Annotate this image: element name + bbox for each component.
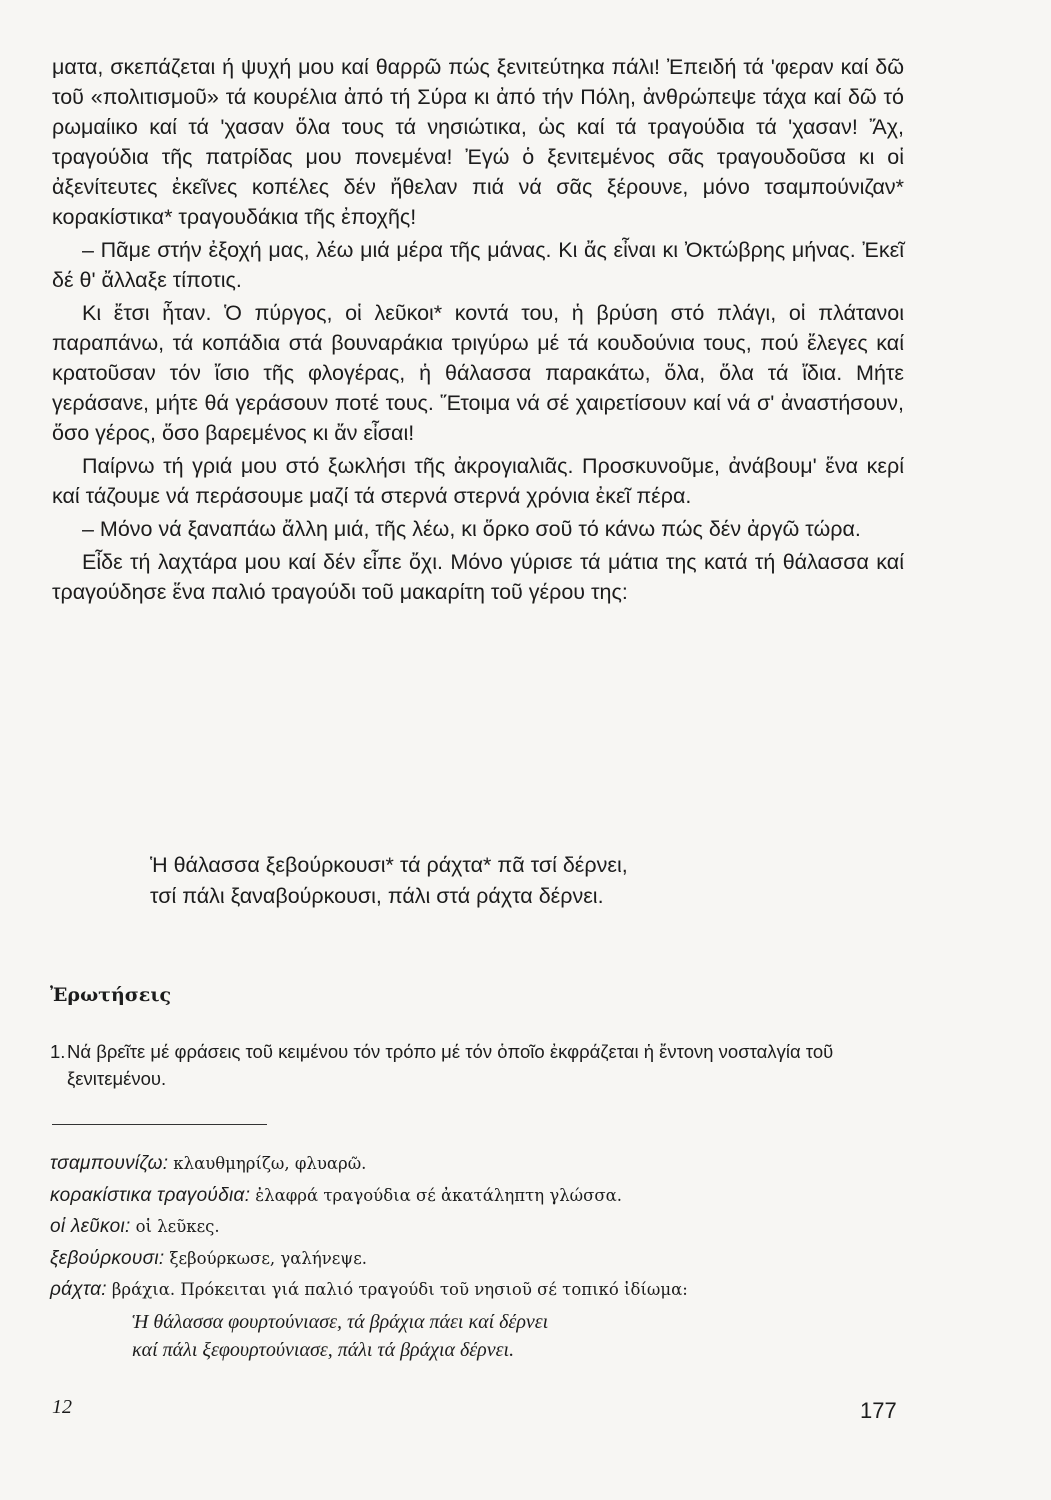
glossary-term: κορακίστικα τραγούδια: [50, 1184, 251, 1206]
glossary-quote [132, 1308, 930, 1364]
signature-mark: 12 [52, 1396, 72, 1418]
footnote-divider [52, 1124, 267, 1125]
glossary-definition: κλαυθμηρίζω, φλυαρῶ. [173, 1154, 367, 1173]
glossary-definition: ξεβούρκωσε, γαλήνεψε. [169, 1248, 368, 1268]
glossary-entry [50, 1148, 930, 1180]
paragraph: Παίρνω τή γριά μου στό ξωκλήσι τῆς ἀκρογιαλιᾶς. Προσκυνοῦμε, ἀνάβουμ' ἕνα κερί καί τάζουμε νά περάσουμε μαζί τά στερνά στερνά χρόνια ἐκεῖ πέρα. [52, 454, 904, 508]
glossary [50, 1148, 930, 1364]
glossary-definition: βράχια. Πρόκειται γιά παλιό τραγούδι τοῦ νησιοῦ σέ τοπικό ἰδίωμα: [111, 1280, 688, 1299]
quote-line: Ἡ θάλασσα φουρτούνιασε, τά βράχια πάει καί δέρνει [132, 1310, 549, 1333]
question-text: Νά βρεῖτε μέ φράσεις τοῦ κειμένου τόν τρόπο μέ τόν ὁποῖο ἐκφράζεται ἡ ἔντονη νοσταλγία τοῦ ξενιτεμένου. [67, 1041, 834, 1089]
question-item [50, 1038, 910, 1092]
page-number: 177 [860, 1398, 897, 1423]
glossary-entry [50, 1243, 930, 1275]
glossary-term: ξεβούρκουσι: [50, 1247, 165, 1269]
verse-line: Ἡ θάλασσα ξεβούρκουσι* τά ράχτα* πᾶ τσί δέρνει, [150, 853, 628, 877]
glossary-term: ράχτα: [50, 1279, 107, 1300]
paragraph: – Μόνο νά ξαναπάω ἄλλη μιά, τῆς λέω, κι ὅρκο σοῦ τό κάνω πώς δέν ἀργῶ τώρα. [82, 517, 861, 541]
paragraph: – Πᾶμε στήν ἐξοχή μας, λέω μιά μέρα τῆς μάνας. Κι ἄς εἶναι κι Ὀκτώβρης μήνας. Ἐκεῖ δέ θ' ἄλλαξε τίποτις. [52, 238, 904, 292]
glossary-term: τσαμπουνίζω: [50, 1153, 169, 1174]
main-text [52, 52, 904, 610]
questions-heading: Ἐρωτήσεις [50, 984, 172, 1006]
quote-line: καί πάλι ξεφουρτούνιασε, πάλι τά βράχια δέρνει. [132, 1338, 515, 1361]
glossary-entry [50, 1274, 930, 1306]
song-verse [150, 850, 628, 912]
paragraph: Κι ἔτσι ἦταν. Ὁ πύργος, οἱ λεῦκοι* κοντά του, ἡ βρύση στό πλάγι, οἱ πλάτανοι παραπάνω, τά κοπάδια στά βουναράκια τριγύρω μέ τά κουδούνια τους, πού ἔλεγες καί κρατοῦσαν τόν ἴσιο τῆς φλογέρας, ἡ θάλασσα παρακάτω, ὅλα, ὅλα τά ἴδια. Μήτε γεράσανε, μήτε θά γεράσουν ποτέ τους. Ἕτοιμα νά σέ χαιρετίσουν καί νά σ' ἀναστήσουν, ὅσο γέρος, ὅσο βαρεμένος κι ἄν εἶσαι! [52, 301, 904, 445]
glossary-definition: ἐλαφρά τραγούδια σέ ἀκατάληπτη γλώσσα. [255, 1185, 623, 1205]
paragraph: ματα, σκεπάζεται ή ψυχή μου καί θαρρῶ πώς ξενιτεύτηκα πάλι! Ἐπειδή τά 'φεραν καί δῶ τοῦ «πολιτισμοῦ» τά κουρέλια ἀπό τή Σύρα κι ἀπό τήν Πόλη, ἀνθρώπεψε τάχα καί δῶ τό ρωμαίικο καί τά 'χασαν ὅλα τους τά νησιώτικα, ὡς καί τά τραγούδια τά 'χασαν! Ἄχ, τραγούδια τῆς πατρίδας μου πονεμένα! Ἐγώ ὁ ξενιτεμένος σᾶς τραγουδοῦσα κι οἱ ἀξενίτευτες ἐκεῖνες κοπέλες δέν ἤθελαν πιά νά σᾶς ξέρουνε, μόνο τσαμπούνιζαν* κορακίστικα* τραγουδάκια τῆς ἐποχῆς! [52, 55, 904, 229]
question-number: 1. [50, 1041, 66, 1062]
paragraph: Εἶδε τή λαχτάρα μου καί δέν εἶπε ὄχι. Μόνο γύρισε τά μάτια της κατά τή θάλασσα καί τραγούδησε ἕνα παλιό τραγούδι τοῦ μακαρίτη τοῦ γέρου της: [52, 550, 904, 604]
glossary-entry [50, 1180, 930, 1212]
glossary-definition: οἱ λεῦκες. [135, 1217, 220, 1236]
verse-line: τσί πάλι ξαναβούρκουσι, πάλι στά ράχτα δέρνει. [150, 884, 604, 908]
glossary-entry [50, 1211, 930, 1243]
glossary-term: οἱ λεῦκοι: [50, 1216, 131, 1237]
